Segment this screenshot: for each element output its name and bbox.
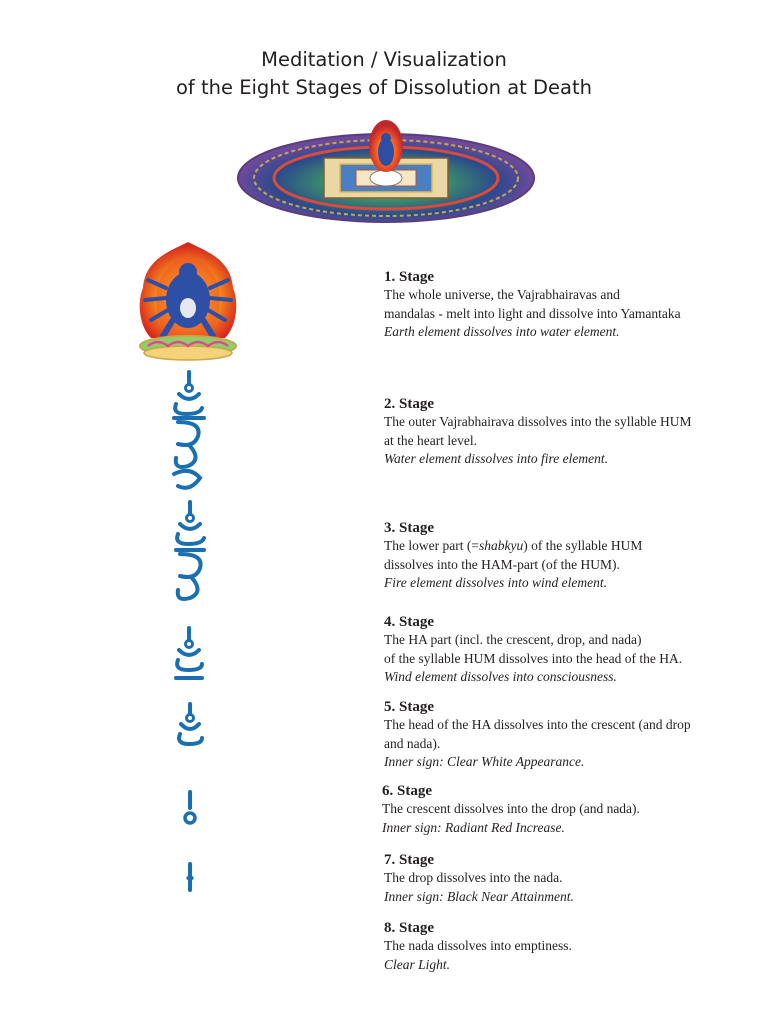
stage-text-line: The outer Vajrabhairava dissolves into the syllable HUM — [384, 414, 692, 429]
page-title — [0, 46, 768, 102]
stage-text-line: at the heart level. — [384, 432, 477, 448]
syllable-hum-full-glyph — [166, 370, 212, 494]
stage-text-line: and nada). — [384, 735, 441, 751]
title-line-2: of the Eight Stages of Dissolution at Death — [176, 76, 592, 99]
stage-element-sign: Wind element dissolves into consciousness. — [384, 669, 617, 684]
stage-text-line: dissolves into the HAM-part (of the HUM). — [384, 556, 620, 572]
stage-1 — [384, 268, 754, 342]
drop-nada-glyph — [180, 790, 200, 830]
stage-text-line: The crescent dissolves into the drop (and nada). — [382, 801, 640, 816]
stage-title: 2. Stage — [384, 396, 434, 412]
stage-2 — [384, 395, 754, 469]
stage-title: 3. Stage — [384, 520, 434, 536]
stage-inner-sign: Inner sign: Clear White Appearance. — [384, 754, 585, 769]
syllable-ha-part-glyph — [172, 626, 206, 684]
stage-text-part: The lower part (= — [384, 538, 479, 553]
stage-title: 1. Stage — [384, 269, 434, 285]
stage-7 — [384, 851, 754, 906]
stage-text-emphasis: shabkyu — [478, 538, 524, 553]
title-line-1: Meditation / Visualization — [261, 48, 507, 71]
stage-title: 7. Stage — [384, 852, 434, 868]
stage-text-line: The HA part (incl. the crescent, drop, and nada) — [384, 632, 642, 647]
stage-8 — [384, 919, 754, 974]
stage-text-line: The whole universe, the Vajrabhairavas and — [384, 287, 620, 302]
stage-5 — [384, 698, 754, 772]
stage-text-line: mandalas - melt into light and dissolve into Yamantaka — [384, 305, 681, 321]
stage-3 — [384, 519, 754, 593]
nada-glyph — [183, 862, 197, 892]
stage-4 — [384, 613, 754, 687]
stage-inner-sign: Inner sign: Radiant Red Increase. — [382, 819, 565, 835]
stage-title: 4. Stage — [384, 614, 434, 630]
stage-text-line: The head of the HA dissolves into the crescent (and drop — [384, 717, 691, 732]
stage-title: 8. Stage — [384, 920, 434, 936]
stage-inner-sign: Inner sign: Black Near Attainment. — [384, 888, 574, 904]
stage-text-line: The drop dissolves into the nada. — [384, 870, 563, 885]
crescent-drop-nada-glyph — [176, 702, 204, 748]
stage-title: 6. Stage — [382, 783, 432, 799]
stage-text-line: The nada dissolves into emptiness. — [384, 938, 572, 953]
stage-6 — [382, 782, 752, 837]
stage-text-part: ) of the syllable HUM — [523, 538, 643, 553]
stage-inner-sign: Clear Light. — [384, 956, 451, 972]
stage-element-sign: Fire element dissolves into wind element. — [384, 575, 607, 590]
yamantaka-deity-illustration — [133, 240, 243, 362]
mandala-illustration — [236, 116, 536, 226]
stage-text-line: of the syllable HUM dissolves into the head of the HA. — [384, 650, 683, 666]
stage-text-line — [384, 537, 754, 556]
stage-title: 5. Stage — [384, 699, 434, 715]
stage-element-sign: Earth element dissolves into water element. — [384, 324, 620, 339]
stage-element-sign: Water element dissolves into fire element. — [384, 451, 608, 466]
syllable-ham-part-glyph — [170, 500, 210, 608]
